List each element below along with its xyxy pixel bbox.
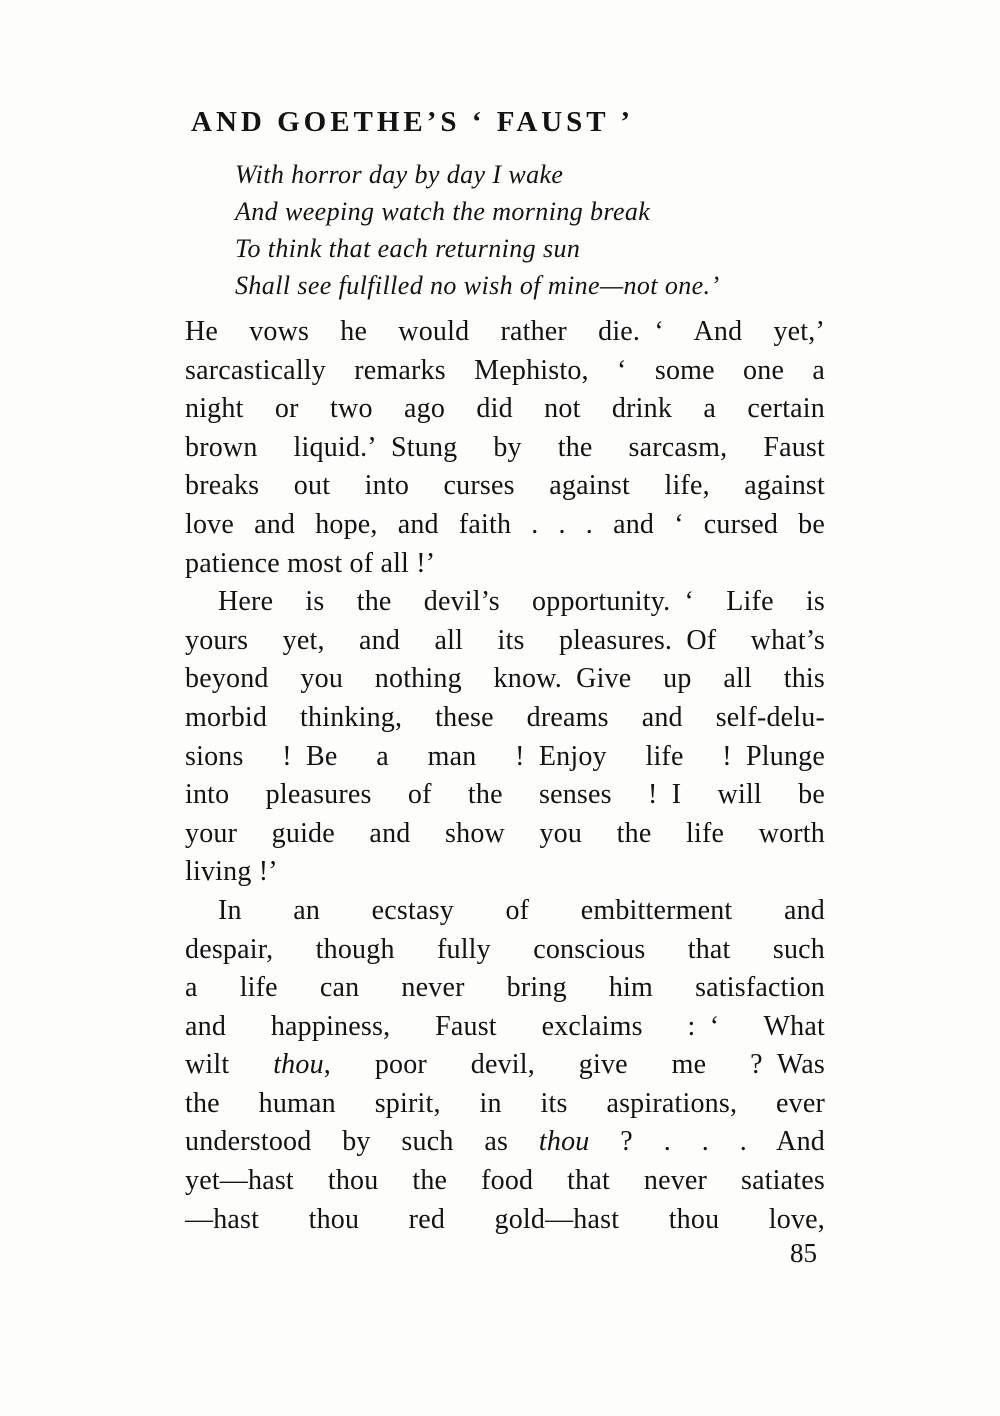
text-segment: In an ecstasy of embitterment and	[218, 894, 825, 926]
text-line	[185, 352, 825, 391]
text-segment: He vows he would rather die. ‘ And yet,’	[185, 316, 825, 347]
verse-line: And weeping watch the morning break	[235, 197, 651, 226]
text-segment: —hast thou red gold—hast thou love,	[185, 1203, 825, 1235]
text-segment: patience most of all !’	[185, 547, 436, 579]
paragraph	[185, 313, 825, 583]
verse-line: With horror day by day I wake	[235, 160, 564, 189]
text-line	[185, 1201, 825, 1240]
text-line	[185, 969, 825, 1008]
text-line	[185, 506, 825, 545]
text-segment: sarcastically remarks Mephisto, ‘ some one a	[185, 354, 825, 386]
text-segment: sions ! Be a man ! Enjoy life ! Plunge	[185, 740, 825, 772]
text-line	[185, 313, 825, 352]
text-line	[185, 776, 825, 815]
text-segment: a life can never bring him satisfaction	[185, 972, 825, 1004]
text-segment: brown liquid.’ Stung by the sarcasm, Faust	[185, 431, 825, 463]
text-line	[185, 583, 825, 622]
text-line	[185, 429, 825, 468]
text-line	[185, 892, 825, 931]
paragraph	[185, 583, 825, 892]
text-line	[185, 815, 825, 854]
text-line	[185, 660, 825, 699]
text-segment: understood by such as	[185, 1126, 539, 1158]
text-block	[185, 106, 825, 1239]
chapter-title: AND GOETHE’S ‘ FAUST ’	[191, 106, 635, 138]
text-segment: love and hope, and faith . . . and ‘ cursed be	[185, 508, 825, 540]
text-line	[185, 1123, 825, 1162]
verse-line: To think that each returning sun	[235, 234, 581, 263]
text-segment: night or two ago did not drink a certain	[185, 393, 825, 425]
text-line	[185, 1085, 825, 1124]
italic-text: thou	[538, 1126, 590, 1158]
text-line	[185, 699, 825, 738]
text-line	[185, 931, 825, 970]
page-number: 85	[790, 1238, 817, 1268]
italic-text: thou	[273, 1049, 324, 1081]
body-text	[185, 313, 825, 1239]
text-segment: , poor devil, give me ? Was	[323, 1049, 826, 1081]
verse-line: Shall see fulfilled no wish of mine—not one.’	[235, 271, 720, 300]
text-line	[185, 1008, 825, 1047]
paragraph	[185, 892, 825, 1239]
text-line	[185, 1162, 825, 1201]
text-segment: beyond you nothing know. Give up all this	[185, 663, 825, 695]
text-line	[185, 545, 825, 584]
text-segment: yet—hast thou the food that never satiates	[185, 1165, 825, 1197]
text-segment: despair, though fully conscious that such	[185, 933, 825, 965]
text-segment: living !’	[185, 856, 278, 888]
text-segment: Here is the devil’s opportunity. ‘ Life is	[218, 586, 825, 618]
text-segment: and happiness, Faust exclaims : ‘ What	[185, 1010, 825, 1042]
text-line	[185, 622, 825, 661]
text-segment: wilt	[185, 1049, 274, 1081]
text-segment: ? . . . And	[589, 1126, 825, 1158]
text-line	[185, 1046, 825, 1085]
text-segment: into pleasures of the senses ! I will be	[185, 779, 825, 811]
text-line	[185, 853, 825, 892]
text-line	[185, 738, 825, 777]
text-line	[185, 390, 825, 429]
verse	[235, 156, 825, 304]
text-segment: breaks out into curses against life, against	[185, 470, 825, 502]
text-segment: yours yet, and all its pleasures. Of what’s	[185, 624, 825, 656]
text-segment: the human spirit, in its aspirations, ever	[185, 1087, 825, 1119]
text-segment: morbid thinking, these dreams and self-delu-	[185, 701, 825, 733]
text-segment: your guide and show you the life worth	[185, 817, 825, 849]
text-line	[185, 467, 825, 506]
